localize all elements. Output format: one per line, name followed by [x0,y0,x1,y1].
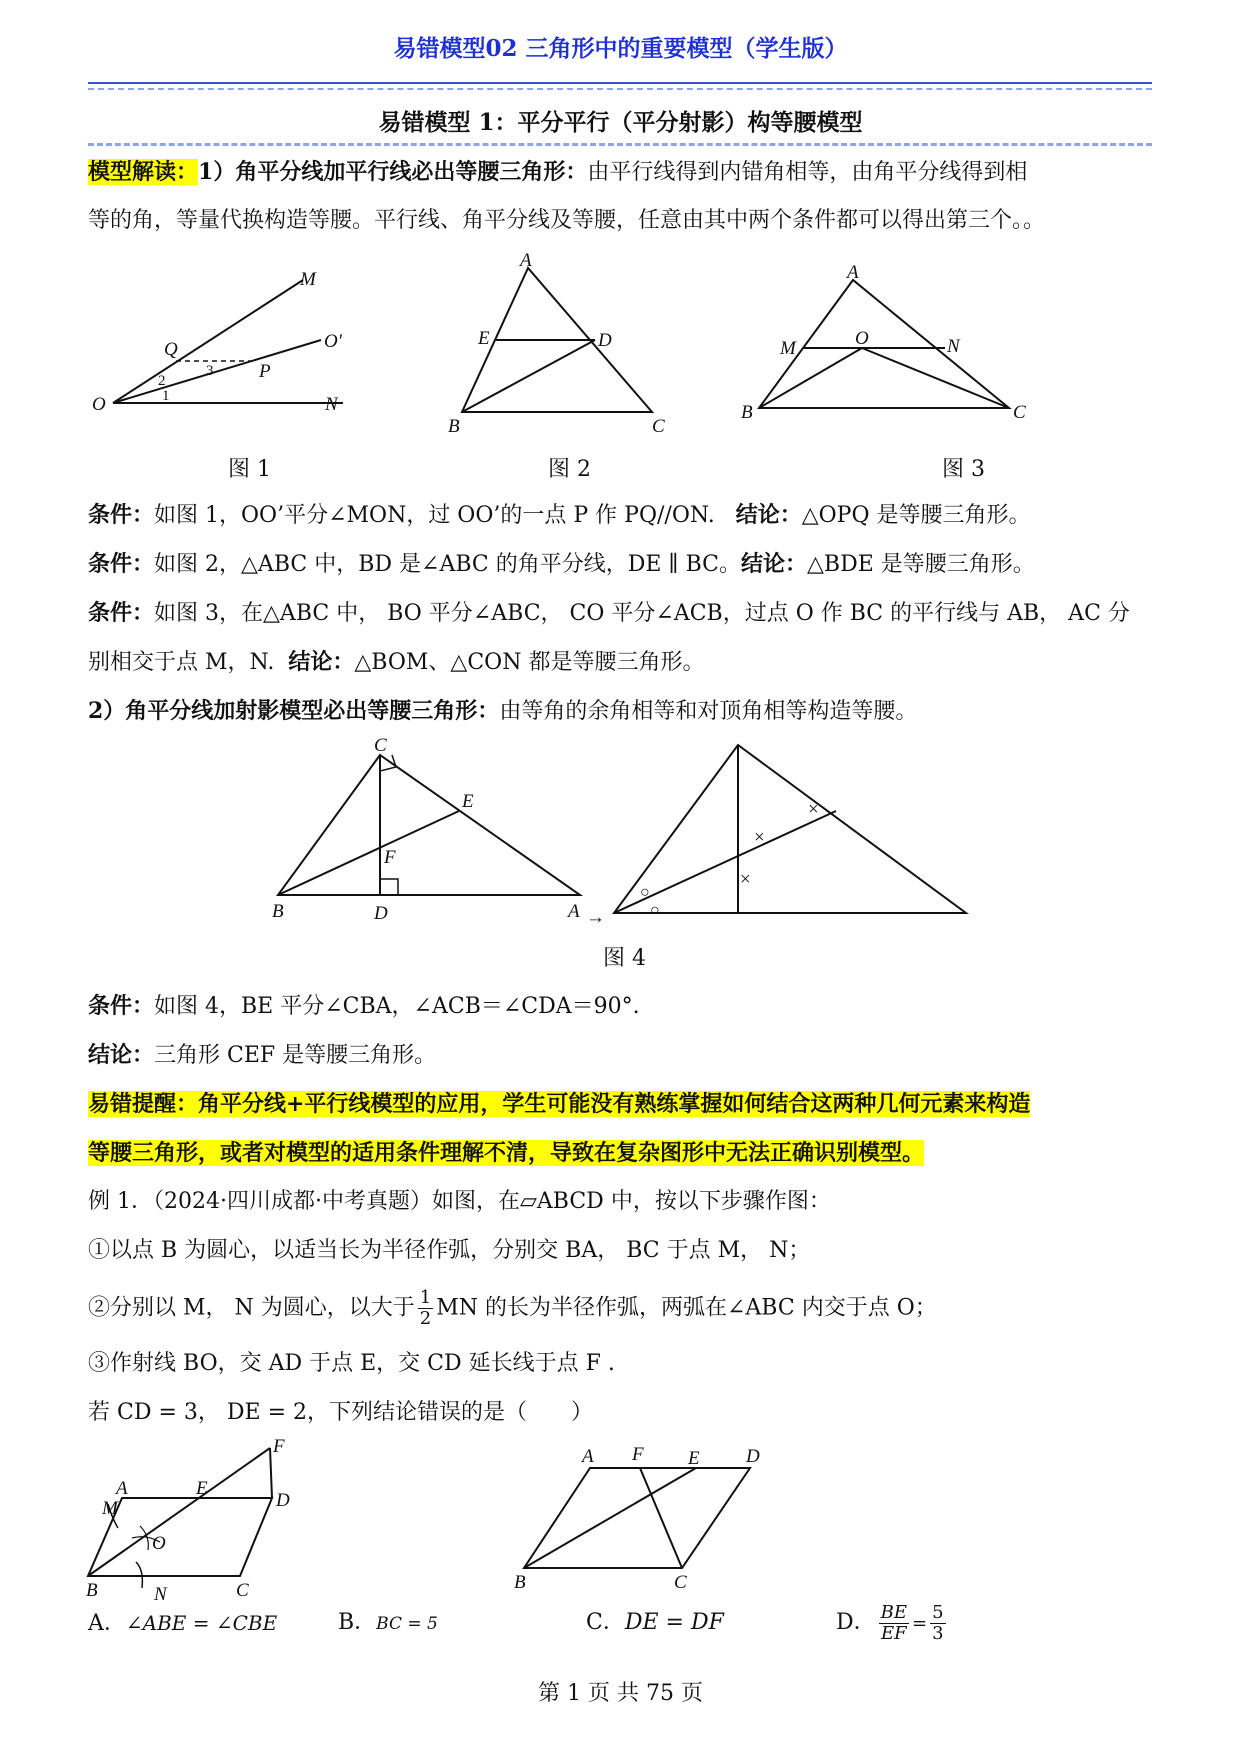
label-f: F [273,1436,285,1457]
frac-num-5: 5 [932,1601,944,1623]
cond-label: 条件： [88,993,155,1019]
option-a-text: ∠ABE = ∠CBE [125,1611,278,1635]
figure-4-caption: 图 4 [603,946,646,971]
label-b: B [514,1572,526,1593]
example-step-1: ①以点 B 为圆心，以适当长为半径作弧，分别交 BA， BC 于点 M， N； [88,1238,811,1263]
option-c[interactable] [586,1608,724,1638]
option-a-label: A． [88,1611,126,1636]
figure-3-caption: 图 3 [942,457,985,482]
page-header-title: 易错模型02 三角形中的重要模型（学生版） [393,35,848,62]
warning-line-1 [88,1089,1158,1120]
label-b: B [86,1580,98,1601]
header-rule [88,82,1152,84]
label-d: D [374,903,388,924]
figure-1 [88,255,368,420]
point-2 [88,696,1158,727]
label-f: F [632,1444,644,1465]
option-d-frac-left [879,1603,909,1644]
condition-3a [88,598,1158,629]
cond-label: 条件： [88,502,155,528]
label-o: O [855,328,869,349]
mark-o-1: ○ [640,884,650,901]
frac-den-3: 3 [932,1622,944,1644]
concl-2-text: △BDE 是等腰三角形。 [807,552,1035,577]
label-d: D [746,1446,760,1467]
point2-title: 2）角平分线加射影模型必出等腰三角形： [88,698,500,724]
label-o: O [92,394,106,415]
step2-text-a: ②分别以 M， N 为圆心，以大于 [88,1295,415,1321]
mark-x-2: × [754,827,765,848]
point1-title: 1）角平分线加平行线必出等腰三角形： [198,159,588,185]
warning-line-2 [88,1138,1158,1169]
option-b-text: BC = 5 [376,1614,438,1634]
label-m: M [300,269,316,290]
extension-cf [270,1448,272,1498]
option-b[interactable] [338,1608,438,1639]
label-angle-1: 1 [162,388,170,404]
example-line-1: 例 1．（2024·四川成都·中考真题）如图，在▱ABCD 中，按以下步骤作图： [88,1189,831,1214]
point2-text: 由等角的余角相等和对顶角相等构造等腰。 [499,699,918,724]
parallelogram-abcd [524,1468,750,1568]
concl-label: 结论： [741,551,808,577]
frac-den-ef: EF [881,1622,907,1644]
page-footer: 第 1 页 共 75 页 [538,1681,703,1706]
label-angle-2: 2 [158,373,166,389]
fraction-half [418,1288,433,1329]
condition-2 [88,549,1158,580]
example-figure-left [88,1438,318,1608]
cond-label: 条件： [88,600,155,626]
label-n: N [154,1584,167,1605]
option-d-equals: = [912,1613,928,1634]
label-n: N [947,336,960,357]
label-c: C [652,416,665,437]
label-c: C [236,1580,249,1601]
triangle-abc [759,280,1009,408]
option-c-text: DE = DF [624,1610,724,1635]
fig4-condition [88,991,1158,1022]
option-b-label: B． [338,1610,377,1635]
example-step-2 [88,1288,1158,1329]
concl-1-text: △OPQ 是等腰三角形。 [801,503,1031,528]
option-d[interactable] [836,1594,949,1653]
fig4-conclusion [88,1040,1158,1071]
label-c: C [674,1572,687,1593]
right-angle-d [380,879,398,895]
segment-bd [462,340,595,412]
section-title: 易错模型 1：平分平行（平分射影）构等腰模型 [378,109,863,136]
label-d: D [276,1490,290,1511]
segment-be [524,1468,696,1568]
mark-x-3: × [740,869,751,890]
label-c: C [374,735,387,756]
mark-x-1: × [808,799,819,820]
fig4-concl-text: 三角形 CEF 是等腰三角形。 [154,1043,437,1068]
example-step-3: ③作射线 BO，交 AD 于点 E，交 CD 延长线于点 F . [88,1351,615,1376]
label-e: E [196,1478,208,1499]
figure-2-caption: 图 2 [548,457,591,482]
label-e: E [462,791,474,812]
option-a[interactable] [88,1608,277,1639]
label-a: A [582,1446,594,1467]
label-p: P [259,361,271,382]
label-a: A [116,1478,128,1499]
segment-be [278,811,459,895]
label-b: B [272,901,284,922]
segment-cf [640,1468,682,1568]
figure-2 [440,250,680,440]
concl-label: 结论： [288,649,355,675]
concl-label: 结论： [735,502,802,528]
model-tag: 模型解读： [88,159,199,185]
segment-oc [862,348,1009,408]
label-a: A [520,250,532,271]
label-c: C [1013,402,1026,423]
condition-1 [88,500,1158,531]
ray-oo [113,340,321,403]
label-e: E [688,1448,700,1469]
label-angle-3: 3 [206,363,214,379]
label-a: A [847,262,859,283]
figure-3 [735,258,1035,428]
cond-label: 条件： [88,551,155,577]
cond-3-text-b: 别相交于点 M，N. [88,650,275,675]
label-d: D [598,330,612,351]
fig4-cond-text: 如图 4，BE 平分∠CBA，∠ACB＝∠CDA＝90°. [154,994,640,1019]
label-a: A [568,901,580,922]
fraction-num: 1 [419,1287,432,1308]
figure-4 [260,735,980,935]
label-e: E [478,328,490,349]
cond-3-text-a: 如图 3，在△ABC 中， BO 平分∠ABC， CO 平分∠ACB，过点 O 作 BC 的平行线与 AB， AC 分 [154,601,1130,626]
label-f: F [384,847,396,868]
intro-line-1 [88,157,1158,188]
warning-text-2: 等腰三角形，或者对模型的适用条件理解不清，导致在复杂图形中无法正确识别模型。 [88,1140,925,1166]
concl-3-text: △BOM、△CON 都是等腰三角形。 [354,650,705,675]
step2-text-b: MN 的长为半径作弧，两弧在∠ABC 内交于点 O； [436,1295,937,1321]
fraction-den: 2 [419,1308,432,1329]
figure-1-caption: 图 1 [228,457,271,482]
segment-bo [759,348,862,408]
cond-1-text: 如图 1，OO’平分∠MON，过 OO’的一点 P 作 PQ//ON. [154,503,715,528]
arrow: → [586,907,605,928]
cond-2-text: 如图 2，△ABC 中，BD 是∠ABC 的角平分线，DE ∥ BC。 [154,552,741,577]
label-q: Q [164,339,178,360]
frac-num-be: BE [880,1601,908,1623]
option-d-frac-right [930,1603,945,1644]
point1-text-a: 由平行线得到内错角相等，由角平分线得到相 [587,160,1028,185]
example-figure-right [510,1438,780,1593]
label-m: M [780,338,796,359]
warning-text-1: 易错提醒：角平分线+平行线模型的应用，学生可能没有熟练掌握如何结合这两种几何元素来构造 [88,1091,1031,1117]
label-n: N [325,394,338,415]
section-rule [88,143,1152,146]
label-m: M [102,1498,118,1519]
option-d-label: D． [836,1610,876,1635]
ray-om [113,280,303,403]
option-c-label: C． [586,1610,625,1635]
example-question: 若 CD = 3， DE = 2，下列结论错误的是（ ） [88,1400,593,1425]
condition-3b [88,647,1158,678]
label-o: O [152,1533,166,1554]
label-o-prime: O' [324,331,342,352]
concl-label: 结论： [88,1042,155,1068]
header-rule-dashed [88,88,1152,90]
label-b: B [741,402,753,423]
intro-line-2: 等的角，等量代换构造等腰。平行线、角平分线及等腰，任意由其中两个条件都可以得出第三个。。 [88,208,1046,233]
label-b: B [448,416,460,437]
mark-o-2: ○ [650,902,660,919]
